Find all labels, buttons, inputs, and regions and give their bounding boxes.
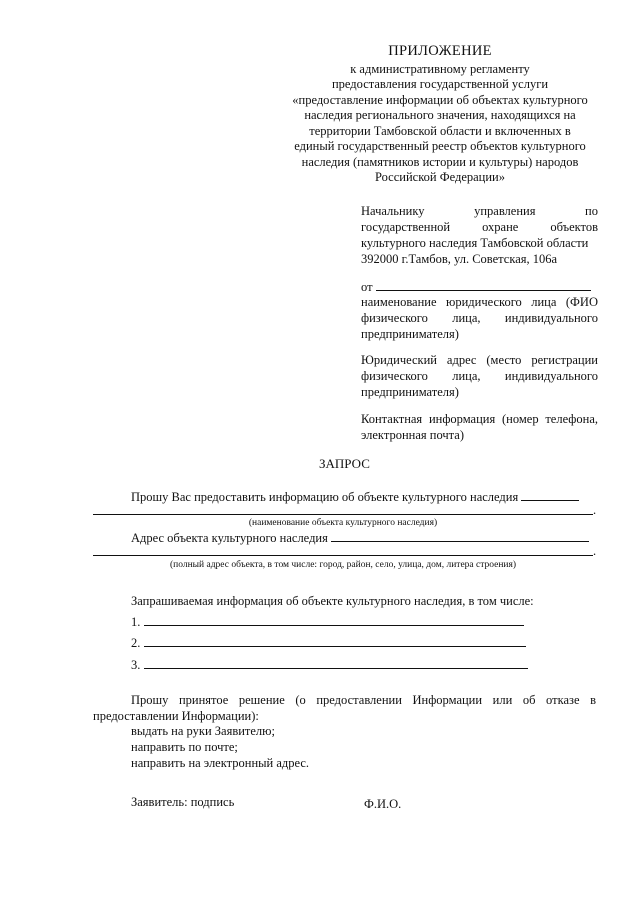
legal-address-block — [361, 352, 598, 400]
sender-name-line: физического лица, индивидуального — [361, 311, 598, 325]
addressee-line: государственной охране объектов — [361, 220, 598, 234]
contact-block — [361, 411, 598, 443]
address-row — [131, 529, 589, 546]
legal-address-line: предпринимателя) — [361, 385, 459, 399]
appendix-line: предоставления государственной услуги — [331, 77, 549, 91]
item-number: 3. — [131, 658, 141, 672]
sender-name-block — [361, 294, 598, 342]
item-blank[interactable] — [144, 613, 524, 626]
period-mark: . — [593, 544, 597, 558]
object-name-line[interactable] — [93, 514, 593, 515]
decision-line: предоставлении Информации): — [93, 709, 259, 723]
option-hand-delivery: выдать на руки Заявителю; — [131, 724, 275, 738]
address-line[interactable] — [93, 555, 593, 556]
option-email: направить на электронный адрес. — [131, 756, 310, 770]
period-mark: . — [593, 503, 597, 517]
appendix-header — [290, 44, 590, 186]
requested-info-text: Запрашиваемая информация об объекте культурного наследия, в том числе: — [131, 594, 534, 608]
object-name-blank[interactable] — [521, 488, 579, 501]
list-item — [131, 634, 526, 651]
item-blank[interactable] — [144, 634, 526, 647]
from-label: от — [361, 280, 373, 294]
addressee-line: Начальнику управления по — [361, 204, 598, 218]
decision-line: Прошу принятое решение (о предоставлении Информации или об отказе в — [131, 693, 596, 707]
appendix-line: Российской Федерации» — [374, 170, 505, 184]
sender-name-line: предпринимателя) — [361, 327, 459, 341]
address-caption: (полный адрес объекта, в том числе: город, район, село, улица, дом, литера строения) — [169, 560, 517, 570]
legal-address-line: физического лица, индивидуального — [361, 369, 598, 383]
item-number: 2. — [131, 636, 141, 650]
ask-row — [131, 488, 579, 505]
list-item — [131, 656, 528, 673]
addressee-line: культурного наследия Тамбовской области — [361, 236, 589, 250]
appendix-line: наследия регионального значения, находящихся на — [304, 108, 576, 122]
list-item — [131, 613, 524, 630]
request-heading: ЗАПРОС — [319, 456, 370, 471]
from-blank[interactable] — [376, 278, 591, 291]
signature-label: Заявитель: подпись — [131, 795, 235, 809]
addressee-line: 392000 г.Тамбов, ул. Советская, 106а — [361, 252, 558, 266]
options-list — [131, 723, 309, 771]
item-blank[interactable] — [144, 656, 528, 669]
legal-address-line: Юридический адрес (место регистрации — [361, 353, 598, 367]
addressee-block — [361, 203, 598, 267]
address-label: Адрес объекта культурного наследия — [131, 531, 328, 545]
appendix-line: территории Тамбовской области и включенных в — [309, 123, 571, 138]
appendix-title: ПРИЛОЖЕНИЕ — [388, 43, 492, 59]
option-post: направить по почте; — [131, 740, 238, 754]
ask-text: Прошу Вас предоставить информацию об объекте культурного наследия — [131, 490, 519, 504]
from-row — [361, 278, 598, 295]
sender-name-line: наименование юридического лица (ФИО — [361, 295, 598, 309]
item-number: 1. — [131, 615, 141, 629]
appendix-line: единый государственный реестр объектов культурного — [294, 139, 586, 153]
fio-label: Ф.И.О. — [364, 797, 402, 811]
decision-paragraph — [93, 692, 596, 724]
contact-line: Контактная информация (номер телефона, — [361, 412, 598, 426]
address-blank[interactable] — [331, 529, 589, 542]
appendix-line: к административному регламенту — [350, 61, 530, 76]
appendix-line: наследия (памятников истории и культуры) народов — [301, 154, 579, 169]
object-caption: (наименование объекта культурного наследия) — [248, 518, 438, 528]
appendix-line: «предоставление информации об объектах культурного — [292, 92, 588, 107]
contact-line: электронная почта) — [361, 428, 464, 442]
